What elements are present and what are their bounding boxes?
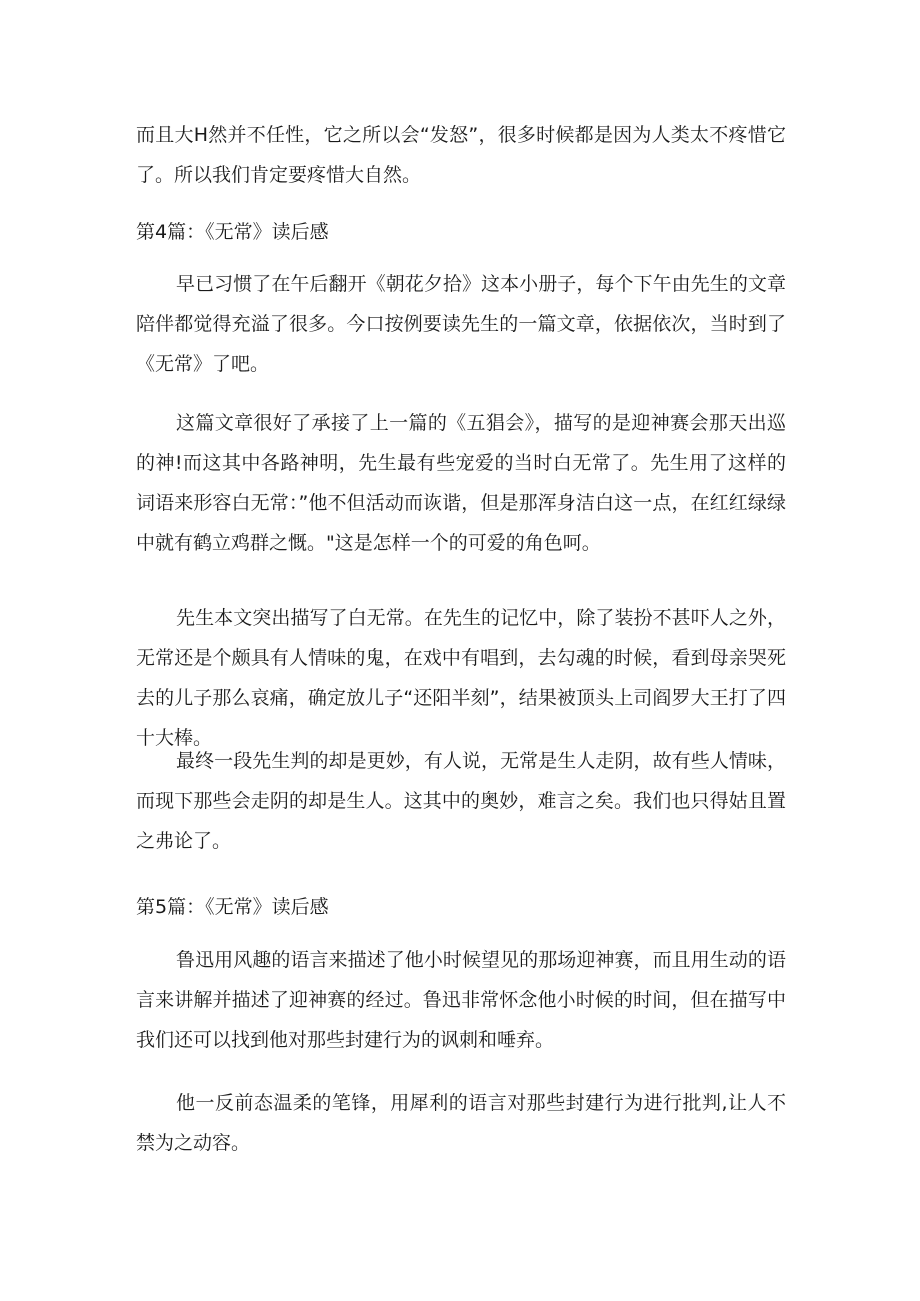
paragraph: 早已习惯了在午后翻开《朝花夕拾》这本小册子，每个下午由先生的文章陪伴都觉得充溢了很多。今口按例要读先生的一篇文章，依据依次，当时到了《无常》了吧。 (136, 273, 786, 375)
section-heading-4: 第4篇：《无常》读后感 (136, 221, 329, 243)
paragraph-continuation: 而且大H然并不任性，它之所以会“发怒”，很多时候都是因为人类太不疼惜它了。所以我们肯定要疼惜大自然。 (136, 124, 786, 186)
paragraph: 他一反前态温柔的笔锋，用犀利的语言对那些封建行为进行批判,让人不禁为之动容。 (136, 1092, 786, 1154)
paragraph: 鲁迅用风趣的语言来描述了他小时候望见的那场迎神赛，而且用生动的语言来讲解并描述了迎神赛的经过。鲁迅非常怀念他小时候的时间，但在描写中我们还可以找到他对那些封建行为的讽刺和唾弃。 (136, 949, 786, 1051)
paragraph: 先生本文突出描写了白无常。在先生的记忆中，除了装扮不甚吓人之外，无常还是个颇具有人情味的鬼，在戏中有唱到，去勾魂的时候，看到母亲哭死去的儿子那么哀痛，确定放儿子“还阳半刻”，结果被顶头上司阎罗大王打了四十大棒。 (136, 607, 786, 749)
section-heading-5: 第5篇：《无常》读后感 (136, 896, 329, 918)
paragraph: 最终一段先生判的却是更妙，有人说，无常是生人走阴，故有些人情味，而现下那些会走阴的却是生人。这其中的奥妙，难言之矣。我们也只得姑且置之弗论了。 (136, 750, 786, 852)
paragraph: 这篇文章很好了承接了上一篇的《五猖会》，描写的是迎神赛会那天出巡的神!而这其中各路神明，先生最有些宠爱的当时白无常了。先生用了这样的词语来形容白无常：”他不但活动而诙谐，但是那浑身洁白这一点，在红红绿绿中就有鹤立鸡群之慨。"这是怎样一个的可爱的角色呵。 (136, 412, 786, 554)
